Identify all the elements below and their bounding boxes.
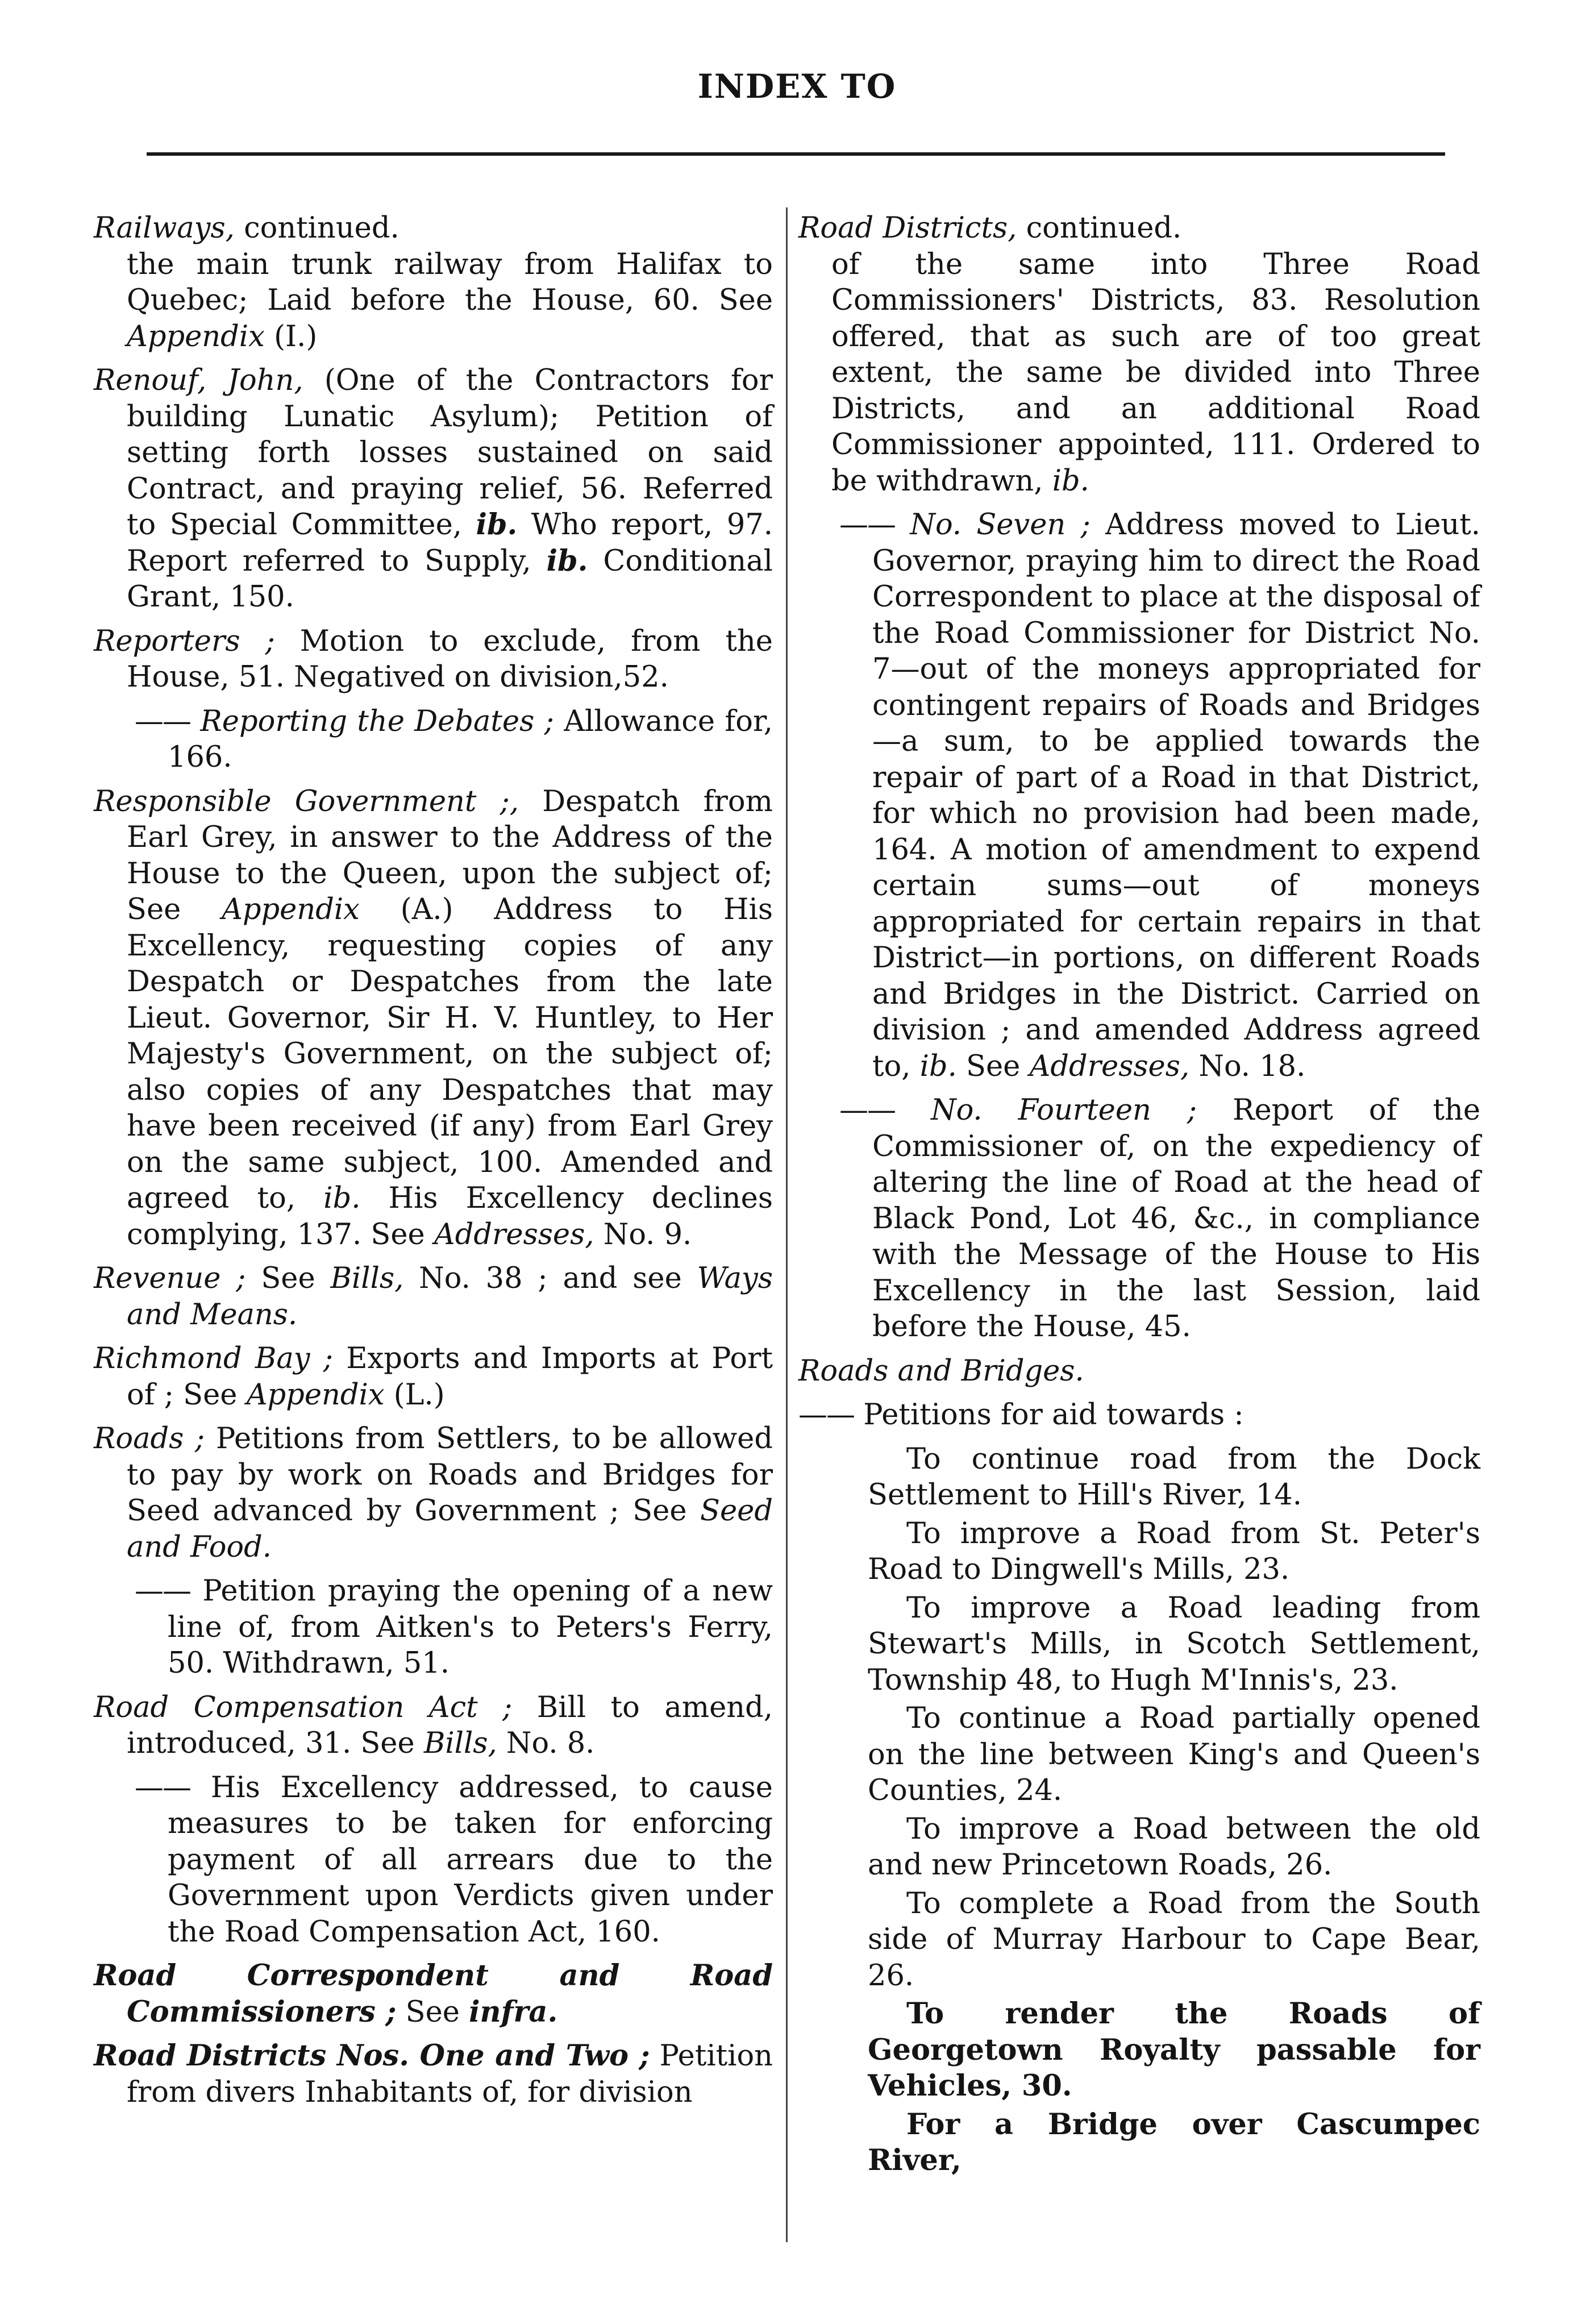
- entry-heading: Revenue ;: [94, 1262, 246, 1295]
- left-column: [94, 210, 773, 2118]
- entry-ref: Addresses,: [434, 1217, 594, 1252]
- entry-text: Bill to amend, introduced, 31. See: [127, 1690, 773, 1760]
- entry-heading: Responsible Government ;,: [94, 784, 519, 818]
- entry-ref: ib.: [546, 543, 588, 578]
- index-entry-road-districts-continued: [798, 210, 1480, 499]
- entry-text: Petitions for aid towards :: [854, 1398, 1244, 1432]
- entry-text: Who report, 97. Report referred to Supply,: [127, 508, 773, 578]
- entry-text: See: [956, 1049, 1030, 1083]
- entry-dash: ——: [839, 1094, 895, 1127]
- list-item: To render the Roads of Georgetown Royalty passable for Vehicles, 30.: [868, 1997, 1480, 2103]
- entry-continued: continued.: [1017, 211, 1182, 245]
- column-divider: [786, 207, 788, 2242]
- index-entry-richmond-bay: [94, 1341, 773, 1413]
- entry-ref: Appendix: [246, 1378, 385, 1412]
- entry-text: Report of the Commissioner of, on the expediency of altering the line of Road at the head of Black Pond, Lot 46, &c., in compliance with the Message of the House to His Excellency in the last Session, laid before the House, 45.: [872, 1094, 1480, 1344]
- entry-heading: Renouf, John,: [94, 364, 303, 397]
- index-entry-responsible-government: [94, 784, 773, 1253]
- index-entry-roads: [94, 1421, 773, 1565]
- entry-text: Despatch from Earl Grey, in answer to the Address of the House to the Queen, upon the subject of; See: [127, 784, 773, 926]
- entry-text: His Excellency addressed, to cause measures to be taken for enforcing payment of all arrears due to the Government upon Verdicts given under the Road Compensation Act, 160.: [168, 1770, 773, 1949]
- entry-ref: Appendix: [127, 319, 265, 354]
- entry-continued: continued.: [234, 211, 399, 245]
- entry-ref: Bills,: [423, 1727, 497, 1760]
- index-subentry-no-seven: [798, 507, 1480, 1084]
- entry-text: Petition praying the opening of a new line of, from Aitken's to Peters's Ferry, 50. Withdrawn, 51.: [168, 1574, 773, 1680]
- entry-heading: Reporting the Debates ;: [190, 704, 554, 738]
- list-item: For a Bridge over Cascumpec River,: [868, 2107, 1480, 2177]
- entry-heading: Roads ;: [94, 1422, 205, 1456]
- entry-text: See: [245, 1262, 331, 1295]
- index-entry-revenue: [94, 1261, 773, 1333]
- entry-ref: ib.: [323, 1182, 361, 1215]
- index-entry-railways: [94, 210, 773, 355]
- entry-text: No. 9.: [594, 1217, 692, 1252]
- index-entry-roads-and-bridges: [798, 1353, 1480, 1390]
- entry-dash: ——: [798, 1398, 854, 1432]
- entry-text: No. 18.: [1189, 1049, 1306, 1083]
- entry-heading: Roads and Bridges.: [798, 1354, 1084, 1388]
- index-entry-road-correspondent: [94, 1958, 773, 2030]
- entry-heading: Road Districts,: [798, 211, 1017, 245]
- page-title: INDEX TO: [697, 67, 897, 106]
- entry-heading: Reporters ;: [94, 624, 275, 658]
- entry-text: Petitions from Settlers, to be allowed to pay by work on Roads and Bridges for Seed advanced by Government ; See: [127, 1422, 773, 1528]
- entry-text: His Excellency declines complying, 137. See: [127, 1182, 773, 1252]
- list-item: To improve a Road between the old and new Princetown Roads, 26.: [868, 1812, 1480, 1882]
- entry-ref: Addresses,: [1029, 1049, 1190, 1083]
- entry-ref: ib.: [919, 1049, 957, 1083]
- header-rule: [147, 152, 1445, 156]
- entry-text: (One of the Contractors for building Lunatic Asylum); Petition of setting forth losses sustained on said Contract, and praying relief, 56. Referred to Special Committee,: [127, 364, 773, 542]
- entry-text: (L.): [384, 1378, 445, 1412]
- index-entry-road-districts: [94, 2038, 773, 2110]
- index-entry-renouf: [94, 363, 773, 616]
- index-subentry-road-compensation-address: [94, 1770, 773, 1951]
- entry-text: Conditional Grant, 150.: [127, 544, 773, 614]
- right-column: [798, 210, 1480, 2181]
- entry-ref: ib.: [1052, 464, 1089, 498]
- entry-heading: Road Districts Nos. One and Two ;: [94, 2039, 650, 2073]
- list-item: To improve a Road from St. Peter's Road to Dingwell's Mills, 23.: [868, 1516, 1480, 1586]
- entry-dash: ——: [135, 704, 190, 738]
- entry-heading: No. Fourteen ;: [895, 1094, 1197, 1127]
- entry-text: No. 8.: [497, 1727, 595, 1760]
- entry-ref: Appendix: [222, 893, 360, 926]
- index-entry-road-compensation-act: [94, 1690, 773, 1762]
- list-item: To continue road from the Dock Settlement to Hill's River, 14.: [868, 1442, 1480, 1512]
- entry-heading: Railways,: [94, 211, 235, 245]
- entry-text: Address moved to Lieut. Governor, praying him to direct the Road Correspondent to place at the disposal of the Road Commissioner for District No. 7—out of the moneys appropriated for contingent repairs of Roads and Bridges—a sum, to be applied towards the repair of part of a Road in that District, for which no provision had been made, 164. A motion of amendment to expend certain sums—out of moneys appropriated for certain repairs in that District—in portions, on different Roads and Bridges in the District. Carried on division ; and amended Address agreed to,: [872, 508, 1480, 1083]
- index-subentry-reporting-debates: [94, 704, 773, 776]
- entry-text: Petition from divers Inhabitants of, for division: [127, 2039, 773, 2109]
- entry-text: See: [396, 1995, 469, 2029]
- list-item: To continue a Road partially opened on the line between King's and Queen's Counties, 24.: [868, 1702, 1480, 1807]
- entry-text: Exports and Imports at Port of ; See: [127, 1342, 773, 1412]
- entry-text: No. 38 ; and see: [403, 1262, 697, 1295]
- entry-dash: ——: [839, 508, 895, 542]
- entry-dash: ——: [135, 1574, 190, 1608]
- entry-heading: Road Compensation Act ;: [94, 1690, 513, 1724]
- entry-heading: Richmond Bay ;: [94, 1342, 333, 1375]
- entry-dash: ——: [135, 1770, 190, 1805]
- entry-text: of the same into Three Road Commissioners' Districts, 83. Resolution offered, that as such are of too great extent, the same be divided into Three Districts, and an additional Road Commissioner appointed, 111. Ordered to be withdrawn,: [831, 247, 1480, 498]
- index-subentry-roads-petition: [94, 1573, 773, 1682]
- entry-ref: Bills,: [330, 1262, 404, 1295]
- entry-ref: infra.: [469, 1994, 558, 2029]
- entry-ref: ib.: [476, 508, 518, 542]
- list-item: To complete a Road from the South side of Murray Harbour to Cape Bear, 26.: [868, 1886, 1480, 1993]
- entry-text: Motion to exclude, from the House, 51. Negatived on division,52.: [127, 624, 773, 694]
- index-entry-reporters: [94, 623, 773, 696]
- entry-heading: No. Seven ;: [895, 508, 1091, 542]
- entry-ref: Ways and Means.: [127, 1262, 773, 1332]
- index-subentry-petitions-for-aid: [798, 1397, 1480, 1433]
- index-subentry-no-fourteen: [798, 1092, 1480, 1345]
- entry-ref: Seed and Food.: [127, 1494, 773, 1564]
- entry-text: the main trunk railway from Halifax to Quebec; Laid before the House, 60. See: [127, 247, 773, 317]
- entry-text: Allowance for, 166.: [168, 704, 773, 774]
- entry-heading: Road Correspondent and Road Commissioners ;: [94, 1959, 773, 2029]
- entry-text: (I.): [264, 319, 318, 354]
- list-item: To improve a Road leading from Stewart's Mills, in Scotch Settlement, Township 48, to Hugh M'Innis's, 23.: [868, 1591, 1480, 1697]
- entry-text: (A.) Address to His Excellency, requesting copies of any Despatch or Despatches from the late Lieut. Governor, Sir H. V. Huntley, to Her Majesty's Government, on the subject of; also copies of any Despatches that may have been received (if any) from Earl Grey on the same subject, 100. Amended and agreed to,: [127, 893, 773, 1215]
